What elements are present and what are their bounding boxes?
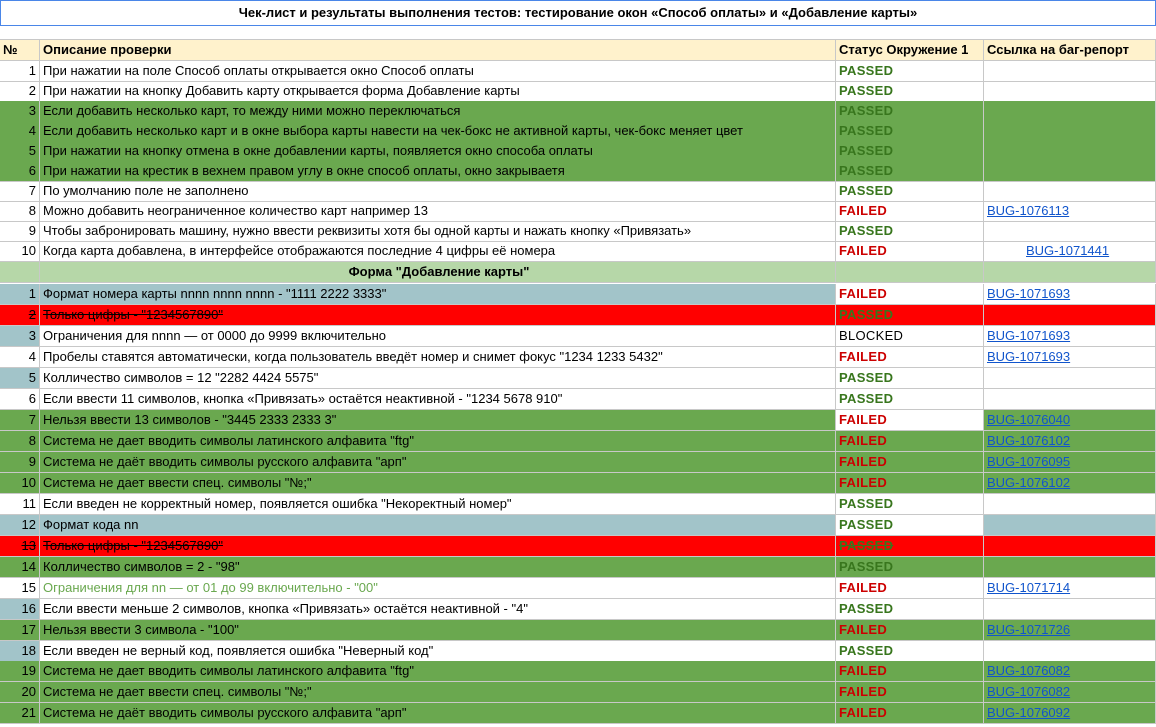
row-bug-link[interactable]: BUG-1076113: [984, 201, 1156, 222]
row-description[interactable]: Только цифры - "1234567890": [40, 536, 836, 557]
row-status[interactable]: PASSED: [836, 536, 984, 557]
row-status[interactable]: FAILED: [836, 620, 984, 641]
row-num[interactable]: 15: [0, 578, 40, 599]
row-description[interactable]: Чтобы забронировать машину, нужно ввести реквизиты хотя бы одной карты и нажать кнопку «Привязать»: [40, 221, 836, 242]
row-status[interactable]: PASSED: [836, 121, 984, 142]
table-row: [0, 410, 1156, 431]
row-bug-link[interactable]: [984, 81, 1156, 102]
table-row: [0, 121, 1156, 142]
table-row: [0, 599, 1156, 620]
row-bug-link[interactable]: [984, 181, 1156, 202]
row-description[interactable]: Система не даёт вводить символы русского алфавита "арп": [40, 452, 836, 473]
table-row: [0, 661, 1156, 682]
table-row: [0, 305, 1156, 326]
row-bug-link[interactable]: [984, 599, 1156, 620]
row-description[interactable]: Колличество символов = 2 - "98": [40, 557, 836, 578]
table-row: [0, 494, 1156, 515]
row-status[interactable]: PASSED: [836, 305, 984, 326]
row-status[interactable]: PASSED: [836, 389, 984, 410]
row-description[interactable]: Система не дает ввести спец. символы "№;": [40, 682, 836, 703]
row-bug-link[interactable]: BUG-1076102: [984, 473, 1156, 494]
row-num[interactable]: 5: [0, 141, 40, 162]
table-row: [0, 326, 1156, 347]
row-bug-link[interactable]: BUG-1076082: [984, 682, 1156, 703]
table-row: [0, 431, 1156, 452]
table-row: [0, 241, 1156, 262]
title-cell[interactable]: [0, 0, 1156, 26]
row-status[interactable]: PASSED: [836, 61, 984, 82]
row-description[interactable]: При нажатии на кнопку отмена в окне добавлении карты, появляется окно способа оплаты: [40, 141, 836, 162]
row-status[interactable]: PASSED: [836, 141, 984, 162]
table-row: [0, 515, 1156, 536]
row-status[interactable]: FAILED: [836, 347, 984, 368]
row-num[interactable]: 9: [0, 452, 40, 473]
table-row: [0, 536, 1156, 557]
row-description[interactable]: Система не дает вводить символы латинского алфавита "ftg": [40, 661, 836, 682]
table-row: [0, 201, 1156, 222]
row-status[interactable]: PASSED: [836, 515, 984, 536]
row-bug-link[interactable]: BUG-1076092: [984, 703, 1156, 724]
row-description[interactable]: Нельзя ввести 13 символов - "3445 2333 2333 3": [40, 410, 836, 431]
row-status[interactable]: PASSED: [836, 641, 984, 662]
row-bug-link[interactable]: BUG-1071714: [984, 578, 1156, 599]
row-description[interactable]: Когда карта добавлена, в интерфейсе отображаются последние 4 цифры её номера: [40, 241, 836, 262]
table-row: [0, 641, 1156, 662]
row-status[interactable]: FAILED: [836, 473, 984, 494]
row-bug-link[interactable]: BUG-1076040: [984, 410, 1156, 431]
sheet-title: Чек-лист и результаты выполнения тестов: тестирование окон «Способ оплаты» и «Добавление карты»: [238, 5, 918, 20]
row-status[interactable]: PASSED: [836, 494, 984, 515]
row-bug-link[interactable]: [984, 494, 1156, 515]
row-bug-link[interactable]: [984, 161, 1156, 182]
row-status[interactable]: FAILED: [836, 578, 984, 599]
row-num[interactable]: 13: [0, 536, 40, 557]
row-num[interactable]: 5: [0, 368, 40, 389]
row-num[interactable]: 1: [0, 61, 40, 82]
header-row: [0, 40, 1156, 61]
row-description[interactable]: Если добавить несколько карт и в окне выбора карты навести на чек-бокс не активной карты, чек-бокс меняет цвет: [40, 121, 836, 142]
row-status[interactable]: PASSED: [836, 599, 984, 620]
table-row: [0, 368, 1156, 389]
table-row: [0, 141, 1156, 162]
table-row: [0, 473, 1156, 494]
row-bug-link[interactable]: [984, 389, 1156, 410]
row-bug-link[interactable]: [984, 515, 1156, 536]
row-num[interactable]: 4: [0, 347, 40, 368]
row-num[interactable]: 16: [0, 599, 40, 620]
row-status[interactable]: PASSED: [836, 181, 984, 202]
row-status[interactable]: FAILED: [836, 241, 984, 262]
row-description[interactable]: Если ввести 11 символов, кнопка «Привязать» остаётся неактивной - "1234 5678 910": [40, 389, 836, 410]
table-row: [0, 682, 1156, 703]
row-bug-link[interactable]: BUG-1076102: [984, 431, 1156, 452]
row-num[interactable]: 4: [0, 121, 40, 142]
row-num[interactable]: 10: [0, 473, 40, 494]
row-status[interactable]: FAILED: [836, 703, 984, 724]
row-bug-link[interactable]: BUG-1071441: [984, 241, 1156, 262]
row-description[interactable]: Формат кода nn: [40, 515, 836, 536]
row-bug-link[interactable]: [984, 61, 1156, 82]
section-num-cell[interactable]: [0, 262, 40, 283]
row-num[interactable]: 10: [0, 241, 40, 262]
table-row: [0, 161, 1156, 182]
row-num[interactable]: 2: [0, 81, 40, 102]
row-status[interactable]: FAILED: [836, 682, 984, 703]
row-bug-link[interactable]: [984, 305, 1156, 326]
row-num[interactable]: 1: [0, 284, 40, 305]
table-row: [0, 557, 1156, 578]
row-description[interactable]: При нажатии на кнопку Добавить карту открывается форма Добавление карты: [40, 81, 836, 102]
row-num[interactable]: 6: [0, 161, 40, 182]
row-num[interactable]: 14: [0, 557, 40, 578]
row-status[interactable]: BLOCKED: [836, 326, 984, 347]
table-row: [0, 347, 1156, 368]
row-status[interactable]: FAILED: [836, 410, 984, 431]
table-row: [0, 61, 1156, 82]
row-num[interactable]: 9: [0, 221, 40, 242]
row-description[interactable]: Ограничения для nn — от 01 до 99 включительно - "00": [40, 578, 836, 599]
row-num[interactable]: 8: [0, 201, 40, 222]
table-row: [0, 703, 1156, 724]
table-row: [0, 620, 1156, 641]
section-header-row: [0, 262, 1156, 283]
row-num[interactable]: 3: [0, 326, 40, 347]
row-status[interactable]: FAILED: [836, 284, 984, 305]
row-bug-link[interactable]: [984, 641, 1156, 662]
row-bug-link[interactable]: BUG-1071693: [984, 326, 1156, 347]
row-bug-link[interactable]: BUG-1076082: [984, 661, 1156, 682]
row-description[interactable]: Если ввести меньше 2 символов, кнопка «Привязать» остаётся неактивной - "4": [40, 599, 836, 620]
row-status[interactable]: FAILED: [836, 452, 984, 473]
row-description[interactable]: При нажатии на поле Способ оплаты открывается окно Способ оплаты: [40, 61, 836, 82]
row-description[interactable]: Колличество символов = 12 "2282 4424 5575": [40, 368, 836, 389]
row-description[interactable]: Если введен не корректный номер, появляется ошибка "Некоректный номер": [40, 494, 836, 515]
table-row: [0, 284, 1156, 305]
row-description[interactable]: При нажатии на крестик в вехнем правом углу в окне способ оплаты, окно закрываетя: [40, 161, 836, 182]
row-num[interactable]: 3: [0, 101, 40, 122]
row-description[interactable]: Ограничения для nnnn — от 0000 до 9999 включительно: [40, 326, 836, 347]
row-status[interactable]: FAILED: [836, 661, 984, 682]
row-description[interactable]: По умолчанию поле не заполнено: [40, 181, 836, 202]
header-description[interactable]: Описание проверки: [40, 40, 836, 61]
row-status[interactable]: FAILED: [836, 431, 984, 452]
row-num[interactable]: 7: [0, 181, 40, 202]
row-num[interactable]: 11: [0, 494, 40, 515]
header-bug-link[interactable]: Ссылка на баг-репорт: [984, 40, 1156, 61]
row-bug-link[interactable]: BUG-1071693: [984, 347, 1156, 368]
table-row: [0, 101, 1156, 122]
row-num[interactable]: 17: [0, 620, 40, 641]
row-num[interactable]: 6: [0, 389, 40, 410]
table-row: [0, 389, 1156, 410]
row-description[interactable]: Система не даёт вводить символы русского алфавита "арп": [40, 703, 836, 724]
row-bug-link[interactable]: [984, 101, 1156, 122]
row-status[interactable]: PASSED: [836, 161, 984, 182]
row-bug-link[interactable]: BUG-1071726: [984, 620, 1156, 641]
row-num[interactable]: 19: [0, 661, 40, 682]
table-row: [0, 221, 1156, 242]
row-description[interactable]: Пробелы ставятся автоматически, когда пользователь введёт номер и снимет фокус "1234 1233 5432": [40, 347, 836, 368]
row-bug-link[interactable]: BUG-1071693: [984, 284, 1156, 305]
row-status[interactable]: PASSED: [836, 221, 984, 242]
row-description[interactable]: Нельзя ввести 3 символа - "100": [40, 620, 836, 641]
table-row: [0, 452, 1156, 473]
section-bug-cell[interactable]: [984, 262, 1156, 283]
row-bug-link[interactable]: BUG-1076095: [984, 452, 1156, 473]
section-title[interactable]: Форма "Добавление карты": [40, 262, 836, 283]
row-description[interactable]: Только цифры - "1234567890": [40, 305, 836, 326]
row-status[interactable]: PASSED: [836, 101, 984, 122]
row-description[interactable]: Система не дает вводить символы латинского алфавита "ftg": [40, 431, 836, 452]
row-status[interactable]: FAILED: [836, 201, 984, 222]
row-status[interactable]: PASSED: [836, 557, 984, 578]
row-num[interactable]: 7: [0, 410, 40, 431]
row-bug-link[interactable]: [984, 141, 1156, 162]
row-bug-link[interactable]: [984, 557, 1156, 578]
table-row: [0, 181, 1156, 202]
header-status[interactable]: Статус Окружение 1: [836, 40, 984, 61]
row-bug-link[interactable]: [984, 536, 1156, 557]
row-description[interactable]: Можно добавить неограниченное количество карт например 13: [40, 201, 836, 222]
row-num[interactable]: 2: [0, 305, 40, 326]
row-description[interactable]: Система не дает ввести спец. символы "№;": [40, 473, 836, 494]
row-bug-link[interactable]: [984, 221, 1156, 242]
row-status[interactable]: PASSED: [836, 81, 984, 102]
row-description[interactable]: Если добавить несколько карт, то между ними можно переключаться: [40, 101, 836, 122]
row-bug-link[interactable]: [984, 121, 1156, 142]
table-row: [0, 81, 1156, 102]
header-num[interactable]: №: [0, 40, 40, 61]
row-description[interactable]: Если введен не верный код, появляется ошибка "Неверный код": [40, 641, 836, 662]
row-status[interactable]: PASSED: [836, 368, 984, 389]
row-description[interactable]: Формат номера карты nnnn nnnn nnnn - "1111 2222 3333": [40, 284, 836, 305]
row-num[interactable]: 12: [0, 515, 40, 536]
row-num[interactable]: 20: [0, 682, 40, 703]
section-status-cell[interactable]: [836, 262, 984, 283]
empty-row[interactable]: [0, 26, 1156, 40]
table-row: [0, 578, 1156, 599]
row-num[interactable]: 21: [0, 703, 40, 724]
row-num[interactable]: 18: [0, 641, 40, 662]
row-num[interactable]: 8: [0, 431, 40, 452]
row-bug-link[interactable]: [984, 368, 1156, 389]
